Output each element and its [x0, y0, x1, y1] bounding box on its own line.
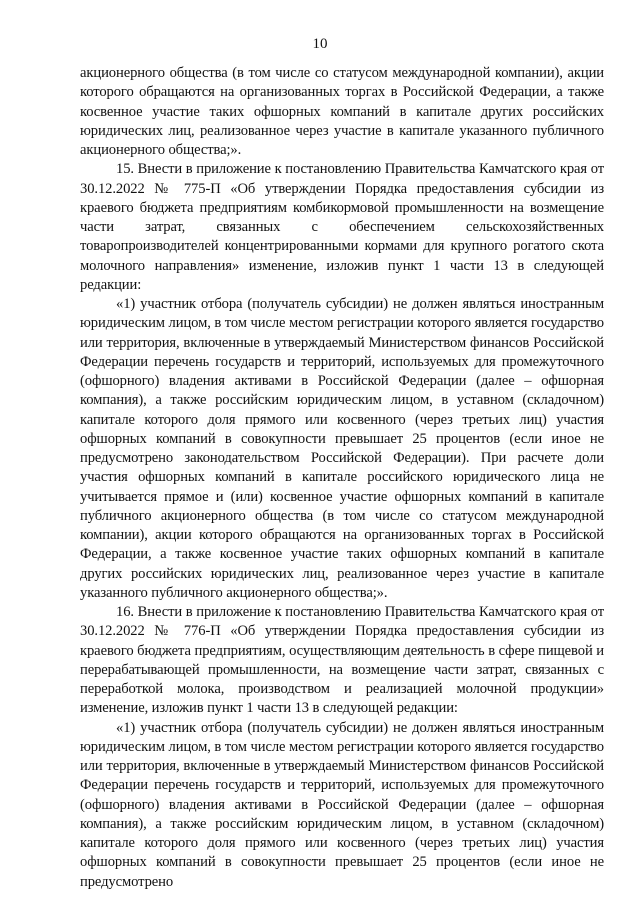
document-body — [80, 64, 604, 892]
paragraph-item-16: 16. Внести в приложение к постановлению Правительства Камчатского края от 30.12.2022 № 776-П «Об утверждении Порядка предоставления субсидии из краевого бюджета предприятиям, осуществляющим деятельность в сфере пищевой и перерабатывающей промышленности, на возмещение части затрат, связанных с переработкой молока, производством и реализацией молочной продукции» изменение, изложив пункт 1 части 13 в следующей редакции: — [80, 604, 604, 717]
paragraph-continuation: акционерного общества (в том числе со статусом международной компании), акции которого обращаются на организованных торгах в Российской Федерации, а также косвенное участие таких офшорных компаний в капитале других российских юридических лиц, реализованное через участие в капитале указанного публичного акционерного общества;». — [80, 65, 604, 158]
paragraph-quote-16: «1) участник отбора (получатель субсидии) не должен являться иностранным юридическим лицом, в том числе местом регистрации которого является государство или территория, включенные в утверждаемый Министерством финансов Российской Федерации перечень государств и территорий, используемых для промежуточного (офшорного) владения активами в Российской Федерации (далее – офшорная компания), а также российским юридическим лицом, в уставном (складочном) капитале которого доля прямого или косвенного (через третьих лиц) участия офшорных компаний в совокупности превышает 25 процентов (если иное не предусмотрено — [80, 719, 604, 890]
paragraph-quote-15: «1) участник отбора (получатель субсидии) не должен являться иностранным юридическим лицом, в том числе местом регистрации которого является государство или территория, включенные в утверждаемый Министерством финансов Российской Федерации перечень государств и территорий, используемых для промежуточного (офшорного) владения активами в Российской Федерации (далее – офшорная компания), а также российским юридическим лицом, в уставном (складочном) капитале которого доля прямого или косвенного (через третьих лиц) участия офшорных компаний в совокупности превышает 25 процентов (если иное не предусмотрено законодательством Российской Федерации). При расчете доли участия офшорных компаний в капитале российского юридического лица не учитывается прямое и (или) косвенное участие офшорных компаний в капитале публичного акционерного общества (в том числе со статусом международной компании), акции которого обращаются на организованных торгах в Российской Федерации, а также косвенное участие таких офшорных компаний в капитале других российских юридических лиц, реализованное через участие в капитале указанного публичного акционерного общества;». — [80, 296, 604, 601]
page-number: 10 — [312, 36, 328, 52]
paragraph-item-15: 15. Внести в приложение к постановлению Правительства Камчатского края от 30.12.2022 № 775-П «Об утверждении Порядка предоставления субсидии из краевого бюджета предприятиям комбикормовой промышленности на возмещение части затрат, связанных с обеспечением сельскохозяйственных товаропроизводителей концентрированными кормами для крупного рогатого скота молочного направления» изменение, изложив пункт 1 части 13 в следующей редакции: — [80, 161, 604, 293]
